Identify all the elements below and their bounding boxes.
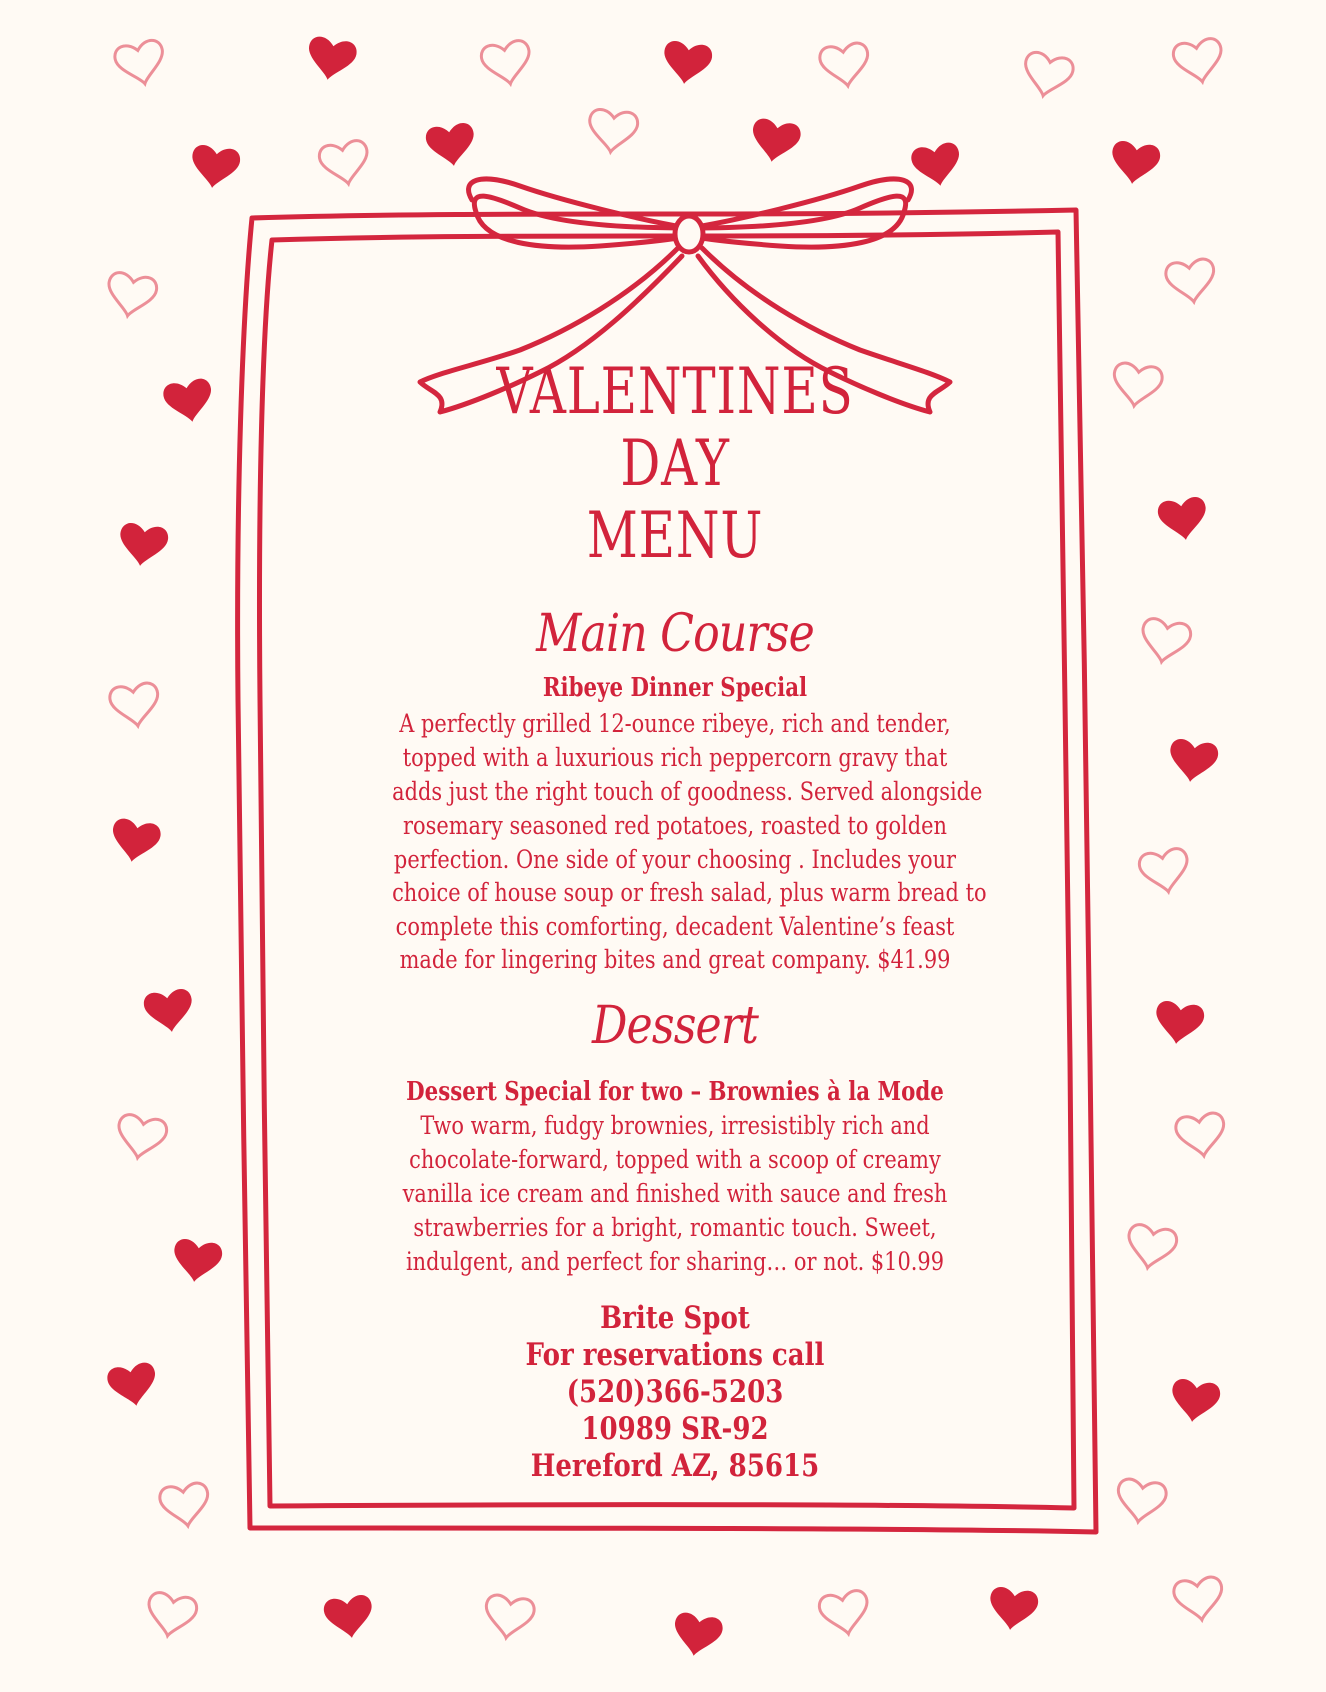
- outline-heart-icon: [318, 139, 372, 188]
- ribeye-description-line: perfection. One side of your choosing . Includes your: [393, 845, 957, 875]
- ribeye-description-line: A perfectly grilled 12-ounce ribeye, rich and tender,: [399, 709, 951, 739]
- outline-heart-icon: [158, 1482, 211, 1530]
- filled-heart-icon: [670, 1611, 724, 1660]
- filled-heart-icon: [1152, 1000, 1205, 1048]
- outline-heart-icon: [1110, 362, 1163, 410]
- dessert-description-line: strawberries for a bright, romantic touch. Sweet,: [413, 1213, 937, 1243]
- outline-heart-icon: [587, 108, 639, 154]
- outline-heart-icon: [1138, 617, 1192, 666]
- phone-number[interactable]: (520)366-5203: [566, 1374, 784, 1410]
- menu-title-line-2: DAY: [620, 427, 730, 501]
- filled-heart-icon: [304, 35, 358, 84]
- outline-heart-icon: [480, 39, 534, 88]
- filled-heart-icon: [170, 1238, 223, 1286]
- ribeye-description-line: made for lingering bites and great company. $41.99: [399, 945, 951, 975]
- filled-heart-icon: [113, 38, 169, 88]
- filled-heart-icon: [322, 1594, 375, 1642]
- filled-heart-icon: [188, 144, 241, 192]
- restaurant-name: Brite Spot: [600, 1300, 750, 1336]
- dessert-item-name: Dessert Special for two – Brownies à la Mode: [406, 1077, 944, 1107]
- filled-heart-icon: [1108, 140, 1161, 188]
- filled-heart-icon: [660, 40, 713, 88]
- filled-heart-icon: [1156, 496, 1209, 544]
- dessert-heading: Dessert: [591, 996, 759, 1056]
- filled-heart-icon: [1168, 1378, 1221, 1426]
- outline-heart-icon: [1164, 258, 1217, 306]
- dessert-description-line: chocolate-forward, topped with a scoop of creamy: [409, 1145, 941, 1175]
- filled-heart-icon: [424, 122, 477, 170]
- outline-heart-icon: [1172, 37, 1226, 86]
- outline-heart-icon: [104, 271, 158, 320]
- ribeye-description-line: choice of house soup or fresh salad, plus warm bread to: [392, 878, 987, 908]
- filled-heart-icon: [108, 817, 162, 866]
- street-address: 10989 SR-92: [581, 1411, 769, 1447]
- outline-heart-icon: [108, 682, 161, 730]
- outline-heart-icon: [1172, 1576, 1225, 1624]
- ribeye-description-line: complete this comforting, decadent Valentine’s feast: [395, 912, 955, 942]
- menu-title-line-1: VALENTINES: [496, 355, 854, 429]
- outline-heart-icon: [818, 1589, 872, 1638]
- reservations-label: For reservations call: [525, 1337, 825, 1373]
- filled-heart-icon: [142, 988, 195, 1036]
- filled-heart-icon: [748, 117, 802, 166]
- menu-title-line-3: MENU: [586, 499, 764, 573]
- city-state-zip: Hereford AZ, 85615: [530, 1448, 820, 1484]
- dessert-description-line: indulgent, and perfect for sharing… or not. $10.99: [405, 1247, 945, 1277]
- dessert-description-line: Two warm, fudgy brownies, irresistibly rich and: [420, 1111, 930, 1141]
- outline-heart-icon: [144, 1591, 198, 1640]
- filled-heart-icon: [162, 377, 216, 426]
- outline-heart-icon: [818, 42, 871, 90]
- main-course-heading: Main Course: [536, 604, 814, 664]
- dessert-description-line: vanilla ice cream and finished with sauce and fresh: [402, 1179, 948, 1209]
- outline-heart-icon: [114, 1113, 168, 1162]
- filled-heart-icon: [910, 141, 964, 190]
- filled-heart-icon: [1166, 738, 1219, 786]
- outline-heart-icon: [1020, 50, 1076, 100]
- filled-heart-icon: [986, 1586, 1039, 1634]
- filled-heart-icon: [116, 522, 169, 570]
- ribeye-description-line: rosemary seasoned red potatoes, roasted to golden: [403, 811, 947, 841]
- ribeye-description-line: adds just the right touch of goodness. Served alongside: [392, 777, 983, 807]
- ribeye-item-name: Ribeye Dinner Special: [542, 673, 808, 703]
- outline-heart-icon: [1114, 1478, 1167, 1526]
- filled-heart-icon: [106, 1361, 160, 1410]
- ribeye-description-line: topped with a luxurious rich peppercorn gravy that: [402, 743, 948, 773]
- outline-heart-icon: [482, 1594, 535, 1642]
- outline-heart-icon: [1124, 1223, 1178, 1272]
- outline-heart-icon: [1138, 847, 1192, 896]
- outline-heart-icon: [1174, 1112, 1227, 1160]
